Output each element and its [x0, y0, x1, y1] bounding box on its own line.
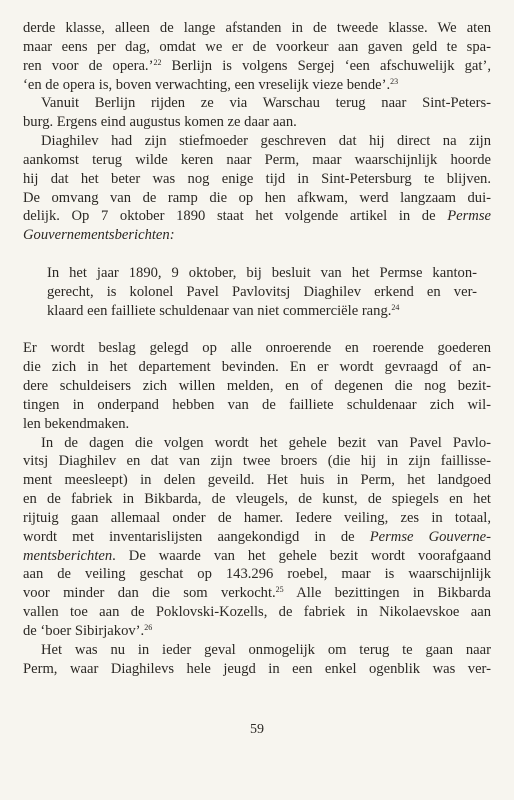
text-line: maar eens per dag, omdat we er de voorkeur aan gaven geld te spa- — [23, 38, 491, 55]
text-line: Het was nu in ieder geval onmogelijk om terug te gaan naar — [41, 641, 491, 658]
footnote-marker: 22 — [153, 57, 162, 67]
italic-title: Permse — [447, 208, 491, 225]
quote-line: klaard een failliete schuldenaar van niet commerciële rang.$^{24}$ — [47, 302, 400, 319]
text-line: delijk. Op 7 oktober 1890 staat het volgende artikel in de Permse — [23, 208, 491, 225]
text-line: rijtuig gaan allemaal onder de hamer. Iedere veiling, zes in totaal, — [23, 509, 491, 526]
text-line: derde klasse, alleen de lange afstanden in de tweede klasse. We aten — [23, 20, 491, 36]
text-line — [23, 226, 491, 245]
text-line: Er wordt beslag gelegd op alle onroerende en roerende goederen — [23, 340, 491, 357]
text-line: voor minder dan die som verkocht.$^{25}$ Alle bezittingen in Bikbarda — [23, 585, 491, 602]
text-line: de ‘boer Sibirjakov’.$^{26}$ — [23, 623, 153, 639]
italic-title: mentsberichten — [23, 547, 113, 564]
text-line: en de fabriek in Bikbarda, de vleugels, de kunst, de spiegels en het — [23, 491, 491, 508]
text-line: len bekendmaken. — [23, 415, 130, 432]
text-line: vallen toe aan de Poklovski-Kozells, de fabriek in Nikolaevskoe aan — [23, 604, 491, 621]
text-line: aan de veiling geschat op 143.296 roebel, maar is waarschijnlijk — [23, 566, 491, 583]
page-number: 59 — [250, 722, 264, 737]
text-line: De omvang van de ramp die op hen afkwam, werd langzaam dui- — [23, 189, 491, 206]
text-line: ment meesleept) in delen geveild. Het huis in Perm, het landgoed — [23, 472, 491, 489]
text-line: hij dat het beter was nog enige tijd in Sint-Petersburg te blijven. — [23, 170, 491, 187]
footnote-marker: 26 — [144, 623, 153, 632]
quote-line: gerecht, is kolonel Pavel Pavlovitsj Diaghilev erkend en ver- — [47, 283, 477, 300]
text-line: vitsj Diaghilev en dat van zijn twee broers (die hij in zijn faillisse- — [23, 453, 491, 470]
text-line: Perm, waar Diaghilevs hele jeugd in een enkel ogenblik was ver- — [23, 660, 491, 677]
text-line: mentsberichten. De waarde van het gehele bezit wordt voorafgaand — [23, 547, 491, 564]
text-line: In de dagen die volgen wordt het gehele bezit van Pavel Pavlo- — [41, 434, 491, 451]
text-line: dere schuldeisers zich willen melden, en of degenen die nog bezit- — [23, 378, 491, 395]
text-line: ‘en de opera is, boven verwachting, een vreselijk vieze bende’.$^{23}$ — [23, 76, 399, 93]
body-text — [23, 19, 491, 679]
text-line: burg. Ergens eind augustus komen ze daar aan. — [23, 114, 297, 131]
text-line: tingen in onderpand hebben van de failliete schuldenaar zich wil- — [23, 396, 491, 413]
text-line: Vanuit Berlijn rijden ze via Warschau terug naar Sint-Peters- — [41, 95, 491, 112]
paragraph-gap — [23, 245, 491, 264]
italic-title: Permse Gouverne- — [369, 528, 491, 545]
text-line: die zich in het departement bevinden. En er wordt gevraagd of an- — [23, 359, 491, 376]
paragraph-gap — [23, 321, 491, 340]
footnote-marker: 24 — [391, 302, 400, 312]
text-line: ren voor de opera.’$^{22}$ Berlijn is volgens Sergej ‘een afschuwelijk gat’, — [23, 57, 491, 74]
text-line: aankomst terug wilde keren naar Perm, maar waarschijnlijk hoorde — [23, 151, 491, 168]
text-line: wordt met inventarislijsten aangekondigd in de Permse Gouverne- — [23, 528, 491, 545]
footnote-marker: 25 — [275, 585, 284, 595]
quote-line: In het jaar 1890, 9 oktober, bij besluit van het Permse kanton- — [47, 264, 477, 281]
text-line: Diaghilev had zijn stiefmoeder geschreven dat hij direct na zijn — [41, 133, 491, 150]
italic-title: Gouvernementsberichten: — [23, 227, 175, 244]
footnote-marker: 23 — [390, 76, 399, 86]
